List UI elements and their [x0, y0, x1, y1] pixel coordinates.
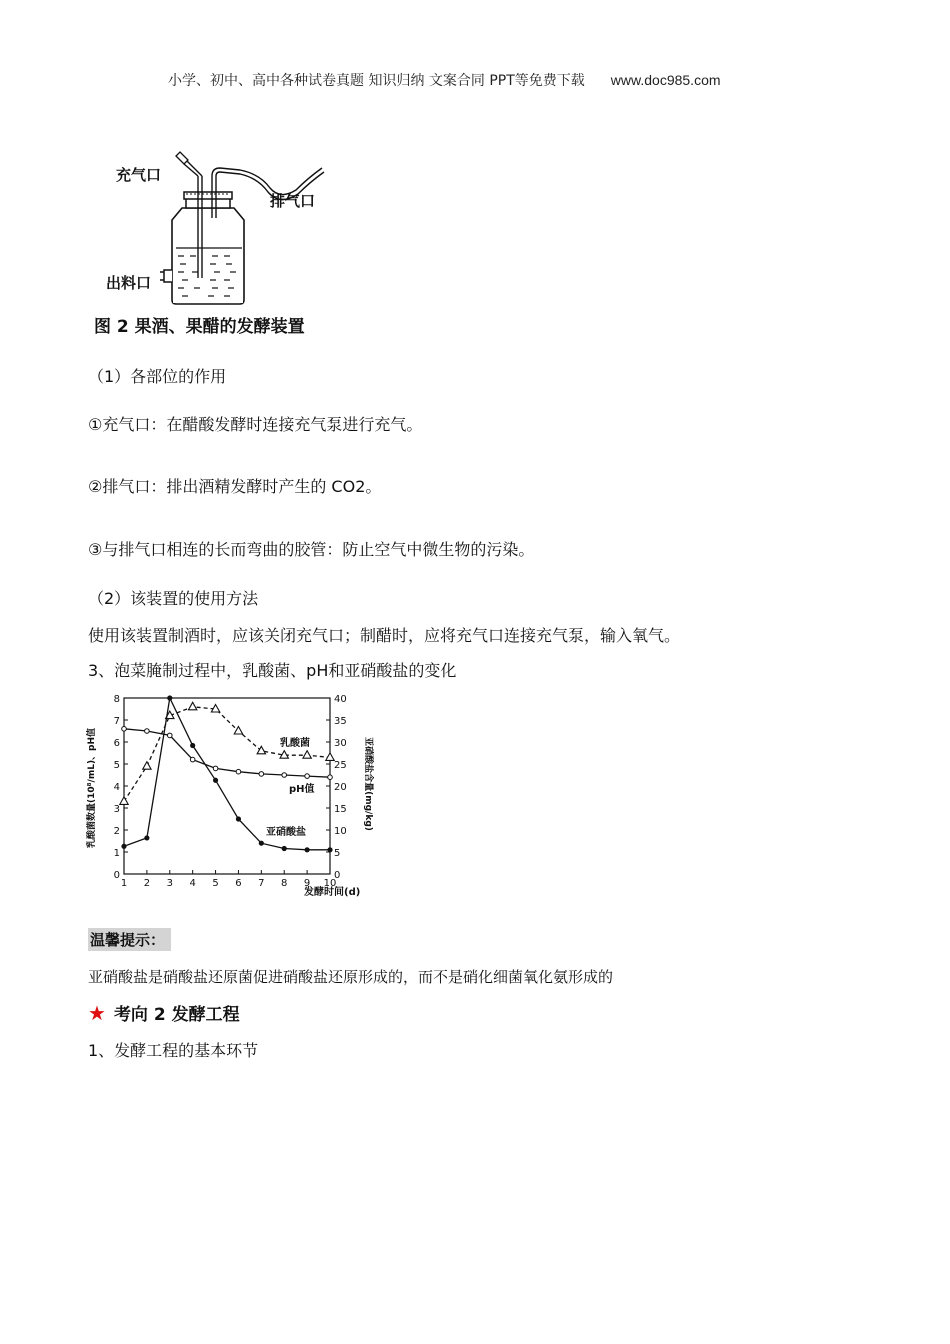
- x-tick-label: 9: [303, 878, 311, 889]
- label-exhaust: 排气口: [270, 192, 316, 210]
- data-point-triangle: [120, 797, 128, 805]
- section3-heading: 3、泡菜腌制过程中，乳酸菌、pH和亚硝酸盐的变化: [88, 661, 457, 680]
- right-tick-label: 15: [334, 804, 347, 815]
- section1-item-1: ①充气口：在醋酸发酵时连接充气泵进行充气。: [88, 415, 423, 434]
- data-point-filled: [144, 835, 149, 840]
- data-point-open: [236, 769, 241, 774]
- series-line-1: [124, 729, 330, 777]
- x-tick-label: 2: [143, 878, 151, 889]
- right-tick-label: 35: [334, 716, 347, 727]
- section4-item: 1、发酵工程的基本环节: [88, 1041, 259, 1060]
- jar-cap: [184, 192, 232, 199]
- x-tick-label: 3: [166, 878, 173, 889]
- x-tick-label: 6: [235, 878, 242, 889]
- pickle-fermentation-chart: [84, 688, 384, 908]
- section1-heading: （1）各部位的作用: [88, 367, 227, 386]
- data-point-filled: [305, 847, 310, 852]
- figure-caption: 图 2 果酒、果醋的发酵装置: [94, 317, 305, 337]
- right-tick-label: 10: [334, 826, 347, 837]
- data-point-filled: [327, 847, 332, 852]
- data-point-filled: [190, 743, 195, 748]
- section1-item-3: ③与排气口相连的长而弯曲的胶管：防止空气中微生物的污染。: [88, 540, 535, 559]
- data-point-triangle: [303, 751, 311, 759]
- x-tick-label: 1: [120, 878, 128, 889]
- x-tick-label: 4: [189, 878, 196, 889]
- legend-lactobacillus: 乳酸菌: [280, 738, 310, 749]
- data-point-open: [305, 774, 310, 779]
- x-tick-label: 10: [323, 878, 337, 889]
- right-tick-label: 5: [334, 848, 341, 859]
- data-point-open: [190, 757, 195, 762]
- chart-ylabel-right: 亚硝酸盐含量(mg/kg): [363, 737, 373, 831]
- label-inlet: 充气口: [116, 166, 162, 184]
- data-point-filled: [259, 841, 264, 846]
- data-point-triangle: [257, 746, 265, 754]
- header-text: 小学、初中、高中各种试卷真题 知识归纳 文案合同 PPT等免费下载: [168, 73, 585, 89]
- star-icon: ★: [88, 1001, 106, 1025]
- right-tick-label: 40: [334, 694, 347, 705]
- section4-title: [88, 1000, 240, 1025]
- data-point-open: [282, 773, 287, 778]
- tip-label: 温馨提示：: [88, 928, 171, 951]
- left-tick-label: 4: [113, 782, 120, 793]
- left-tick-label: 6: [113, 738, 120, 749]
- right-tick-label: 20: [334, 782, 347, 793]
- data-point-triangle: [234, 727, 242, 735]
- left-tick-label: 0: [113, 870, 120, 881]
- data-point-triangle: [188, 702, 196, 710]
- data-point-open: [328, 775, 333, 780]
- inlet-valve: [176, 152, 188, 164]
- data-point-open: [213, 766, 218, 771]
- outlet-spout: [164, 270, 172, 282]
- left-tick-label: 2: [113, 826, 120, 837]
- x-tick-label: 8: [281, 878, 288, 889]
- data-point-open: [167, 733, 172, 738]
- data-point-filled: [213, 778, 218, 783]
- section2-heading: （2）该装置的使用方法: [88, 589, 259, 608]
- left-tick-label: 1: [113, 848, 120, 859]
- tip-text: 亚硝酸盐是硝酸盐还原菌促进硝酸盐还原形成的，而不是硝化细菌氧化氨形成的: [88, 968, 614, 986]
- data-point-open: [122, 727, 127, 732]
- right-tick-label: 0: [334, 870, 341, 881]
- page-header: [168, 70, 721, 90]
- right-tick-label: 30: [334, 738, 347, 749]
- left-tick-label: 5: [113, 760, 120, 771]
- data-point-filled: [121, 844, 126, 849]
- data-point-open: [259, 772, 264, 777]
- right-tick-label: 25: [334, 760, 347, 771]
- section1-item-2: ②排气口：排出酒精发酵时产生的 CO2。: [88, 477, 382, 496]
- fermentation-apparatus-diagram: [100, 150, 340, 310]
- data-point-filled: [236, 816, 241, 821]
- legend-nitrite: 亚硝酸盐: [266, 827, 306, 838]
- left-tick-label: 3: [113, 804, 120, 815]
- data-point-filled: [282, 846, 287, 851]
- x-tick-label: 5: [212, 878, 219, 889]
- legend-ph: pH值: [289, 784, 315, 795]
- chart-ylabel-left: 乳酸菌数量(10⁸/mL)、pH值: [87, 727, 97, 849]
- label-outlet: 出料口: [106, 274, 152, 292]
- chart-xlabel: 发酵时间(d): [304, 887, 361, 898]
- data-point-triangle: [143, 762, 151, 770]
- left-tick-label: 7: [113, 716, 120, 727]
- data-point-open: [145, 729, 150, 734]
- data-point-filled: [167, 695, 172, 700]
- section2-text: 使用该装置制酒时，应该关闭充气口；制醋时，应将充气口连接充气泵，输入氧气。: [88, 626, 681, 645]
- section4-title-text: 考向 2 发酵工程: [113, 1005, 240, 1025]
- left-tick-label: 8: [113, 694, 120, 705]
- x-tick-label: 7: [258, 878, 265, 889]
- header-site-link[interactable]: www.doc985.com: [610, 72, 721, 88]
